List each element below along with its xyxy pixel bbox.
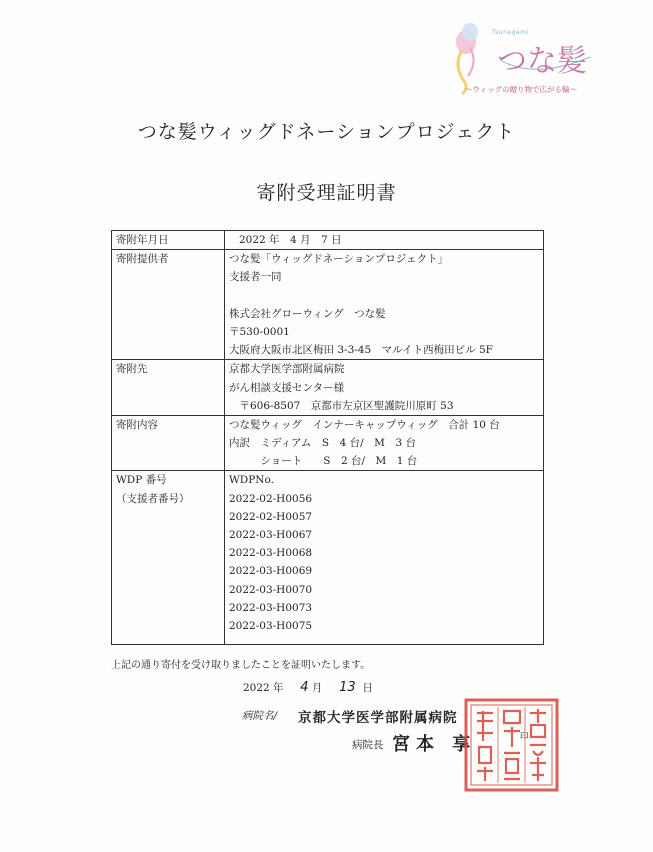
row-wdp — [112, 471, 544, 645]
content-line: つな髪ウィッグ インナーキャップウィッグ 合計 10 台 — [229, 418, 500, 431]
date-label: 寄附年月日 — [116, 234, 169, 246]
provider-label: 寄附提供者 — [116, 253, 169, 266]
provider-line: つな髪「ウィッグドネーションプロジェクト」 — [229, 253, 449, 266]
document-title: 寄附受理証明書 — [256, 182, 397, 204]
director-name-stamp: 宮本 享 — [392, 734, 477, 755]
provider-line: 大阪府大阪市北区梅田 3-3-45 マルイト西梅田ビル 5F — [229, 344, 493, 357]
hospital-label: 病院名/ — [242, 710, 278, 722]
row-provider — [112, 250, 544, 360]
project-title: つな髪ウィッグドネーションプロジェクト — [137, 121, 516, 143]
recipient-line: 京都大学医学部附属病院 — [229, 363, 345, 376]
logo-romaji: Tsunagami — [492, 29, 529, 36]
row-date — [112, 231, 544, 250]
wdp-number: 2022-02-H0056 — [229, 492, 313, 505]
provider-line: 〒530-0001 — [229, 325, 290, 338]
seal-mark: 印 — [520, 732, 529, 742]
row-content — [112, 415, 544, 471]
issue-day: 13 — [339, 680, 356, 695]
certification-note: 上記の通り寄付を受け取りましたことを証明いたします。 — [111, 660, 371, 671]
wdp-number: 2022-02-H0057 — [229, 510, 313, 523]
row-recipient — [112, 360, 544, 416]
wdp-number: 2022-03-H0069 — [229, 565, 313, 578]
content-line: 内訳 ミディアム S 4 台/ M 3 台 — [229, 437, 416, 450]
issue-month-unit: 月 — [311, 682, 323, 694]
donation-table — [111, 230, 544, 645]
recipient-label: 寄附先 — [116, 363, 148, 376]
wdp-number: 2022-03-H0075 — [229, 619, 313, 632]
wdp-header: WDPNo. — [229, 474, 274, 487]
provider-line: 支援者一同 — [229, 271, 282, 284]
wdp-sublabel: （支援者番号） — [116, 492, 190, 505]
provider-line — [229, 287, 539, 305]
issue-date — [243, 680, 373, 695]
date-value: 2022 年 4 月 7 日 — [239, 234, 342, 246]
wdp-label: WDP 番号 — [116, 474, 167, 487]
content-line: ショート S 2 台/ M 1 台 — [229, 455, 418, 468]
wdp-number: 2022-03-H0068 — [229, 547, 313, 560]
wdp-number: 2022-03-H0073 — [229, 601, 313, 614]
director-title: 病院長 — [352, 739, 384, 751]
content-label: 寄附内容 — [116, 418, 158, 431]
provider-line: 株式会社グローウィング つな髪 — [229, 307, 386, 320]
issue-month: 4 — [300, 680, 309, 695]
recipient-line: がん相談支援センター様 — [229, 381, 345, 394]
logo-tagline: 〜ウィッグの贈り物で広がる輪〜 — [465, 85, 578, 94]
official-seal — [463, 697, 560, 793]
hospital-name-stamp: 京都大学医学部附属病院 — [298, 710, 458, 726]
wdp-number: 2022-03-H0067 — [229, 529, 313, 541]
logo-wordmark: つな髪 — [497, 44, 587, 79]
issue-year: 2022 年 — [243, 682, 284, 694]
issue-day-unit: 日 — [362, 682, 373, 694]
recipient-line: 〒606-8507 京都市左京区聖護院川原町 53 — [229, 399, 454, 412]
wdp-number: 2022-03-H0070 — [229, 583, 313, 596]
